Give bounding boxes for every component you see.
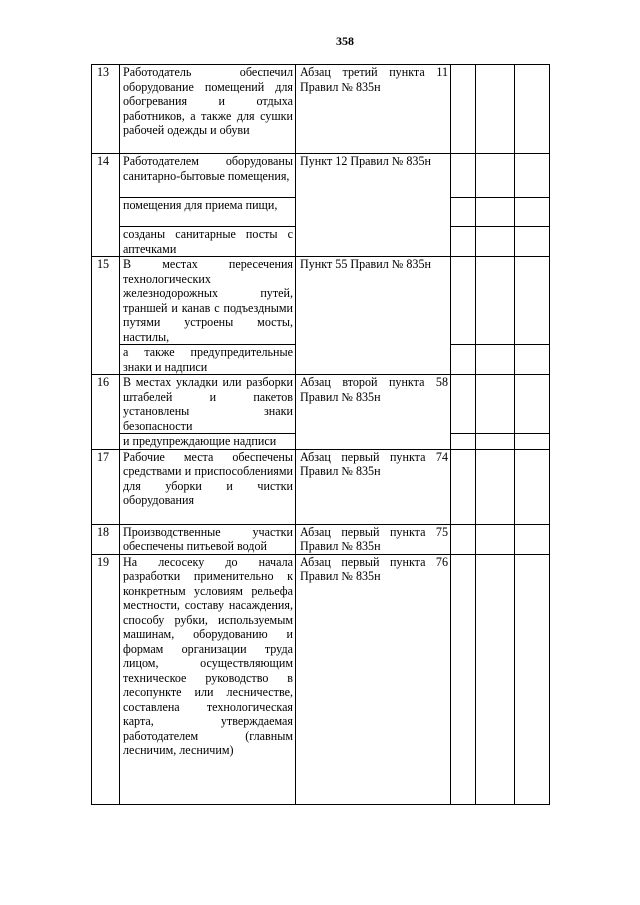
answer-na-cell[interactable] (515, 198, 550, 227)
requirement-text: помещения для приема пищи, (120, 198, 296, 227)
table-row-13 (92, 65, 550, 154)
answer-no-cell[interactable] (476, 198, 515, 227)
row-number: 14 (92, 154, 120, 257)
answer-na-cell[interactable] (515, 524, 550, 554)
requirement-text: Рабочие места обеспечены средствами и приспособлениями для уборки и чистки оборудования (120, 449, 296, 524)
answer-no-cell[interactable] (476, 524, 515, 554)
table-row-14 (92, 154, 550, 198)
answer-yes-cell[interactable] (451, 227, 476, 257)
answer-no-cell[interactable] (476, 257, 515, 345)
row-number: 13 (92, 65, 120, 154)
requirement-text: На лесосеку до начала разработки применительно к конкретным условиям рельефа местности, составу насаждения, способу рубки, используемым машинам, оборудованию и формам организации труда лицом, осуществляющим техническое руководство в лесопункте или лесничестве, составлена технологическая карта, утверждаемая работодателем (главным лесничим, лесничим) (120, 554, 296, 804)
answer-yes-cell[interactable] (451, 375, 476, 434)
legal-reference: Абзац третий пункта 11 Правил № 835н (296, 65, 451, 154)
row-number: 16 (92, 375, 120, 450)
answer-yes-cell[interactable] (451, 345, 476, 375)
legal-reference: Пункт 12 Правил № 835н (296, 154, 451, 257)
answer-no-cell[interactable] (476, 434, 515, 450)
legal-reference: Абзац первый пункта 76 Правил № 835н (296, 554, 451, 804)
answer-na-cell[interactable] (515, 345, 550, 375)
answer-yes-cell[interactable] (451, 434, 476, 450)
requirement-text: В местах укладки или разборки штабелей и пакетов установлены знаки безопасности (120, 375, 296, 434)
answer-no-cell[interactable] (476, 227, 515, 257)
row-number: 19 (92, 554, 120, 804)
table-row-18 (92, 524, 550, 554)
legal-reference: Абзац первый пункта 74 Правил № 835н (296, 449, 451, 524)
answer-na-cell[interactable] (515, 449, 550, 524)
answer-no-cell[interactable] (476, 345, 515, 375)
requirement-text: Производственные участки обеспечены питьевой водой (120, 524, 296, 554)
answer-yes-cell[interactable] (451, 198, 476, 227)
legal-reference: Пункт 55 Правил № 835н (296, 257, 451, 375)
answer-no-cell[interactable] (476, 375, 515, 434)
requirement-text: и предупреждающие надписи (120, 434, 296, 450)
requirement-text: Работодателем оборудованы санитарно-бытовые помещения, (120, 154, 296, 198)
answer-na-cell[interactable] (515, 227, 550, 257)
requirement-text: Работодатель обеспечил оборудование помещений для обогревания и отдыха работников, а также для сушки рабочей одежды и обуви (120, 65, 296, 154)
legal-reference: Абзац первый пункта 75 Правил № 835н (296, 524, 451, 554)
answer-na-cell[interactable] (515, 434, 550, 450)
answer-yes-cell[interactable] (451, 257, 476, 345)
answer-yes-cell[interactable] (451, 449, 476, 524)
table-row-17 (92, 449, 550, 524)
requirement-text: В местах пересечения технологических железнодорожных путей, траншей и канав с подъездными путями устроены мосты, настилы, (120, 257, 296, 345)
answer-na-cell[interactable] (515, 375, 550, 434)
answer-no-cell[interactable] (476, 554, 515, 804)
row-number: 15 (92, 257, 120, 375)
answer-na-cell[interactable] (515, 257, 550, 345)
row-number: 18 (92, 524, 120, 554)
answer-no-cell[interactable] (476, 449, 515, 524)
answer-no-cell[interactable] (476, 154, 515, 198)
legal-reference: Абзац второй пункта 58 Правил № 835н (296, 375, 451, 450)
answer-na-cell[interactable] (515, 65, 550, 154)
answer-yes-cell[interactable] (451, 65, 476, 154)
answer-yes-cell[interactable] (451, 554, 476, 804)
requirement-text: созданы санитарные посты с аптечками (120, 227, 296, 257)
checklist-table (91, 64, 550, 805)
answer-no-cell[interactable] (476, 65, 515, 154)
answer-yes-cell[interactable] (451, 154, 476, 198)
answer-na-cell[interactable] (515, 154, 550, 198)
answer-na-cell[interactable] (515, 554, 550, 804)
requirement-text: а также предупредительные знаки и надписи (120, 345, 296, 375)
table-row-16 (92, 375, 550, 434)
table-row-19 (92, 554, 550, 804)
answer-yes-cell[interactable] (451, 524, 476, 554)
table-row-15 (92, 257, 550, 345)
row-number: 17 (92, 449, 120, 524)
page-number: 358 (336, 34, 354, 48)
